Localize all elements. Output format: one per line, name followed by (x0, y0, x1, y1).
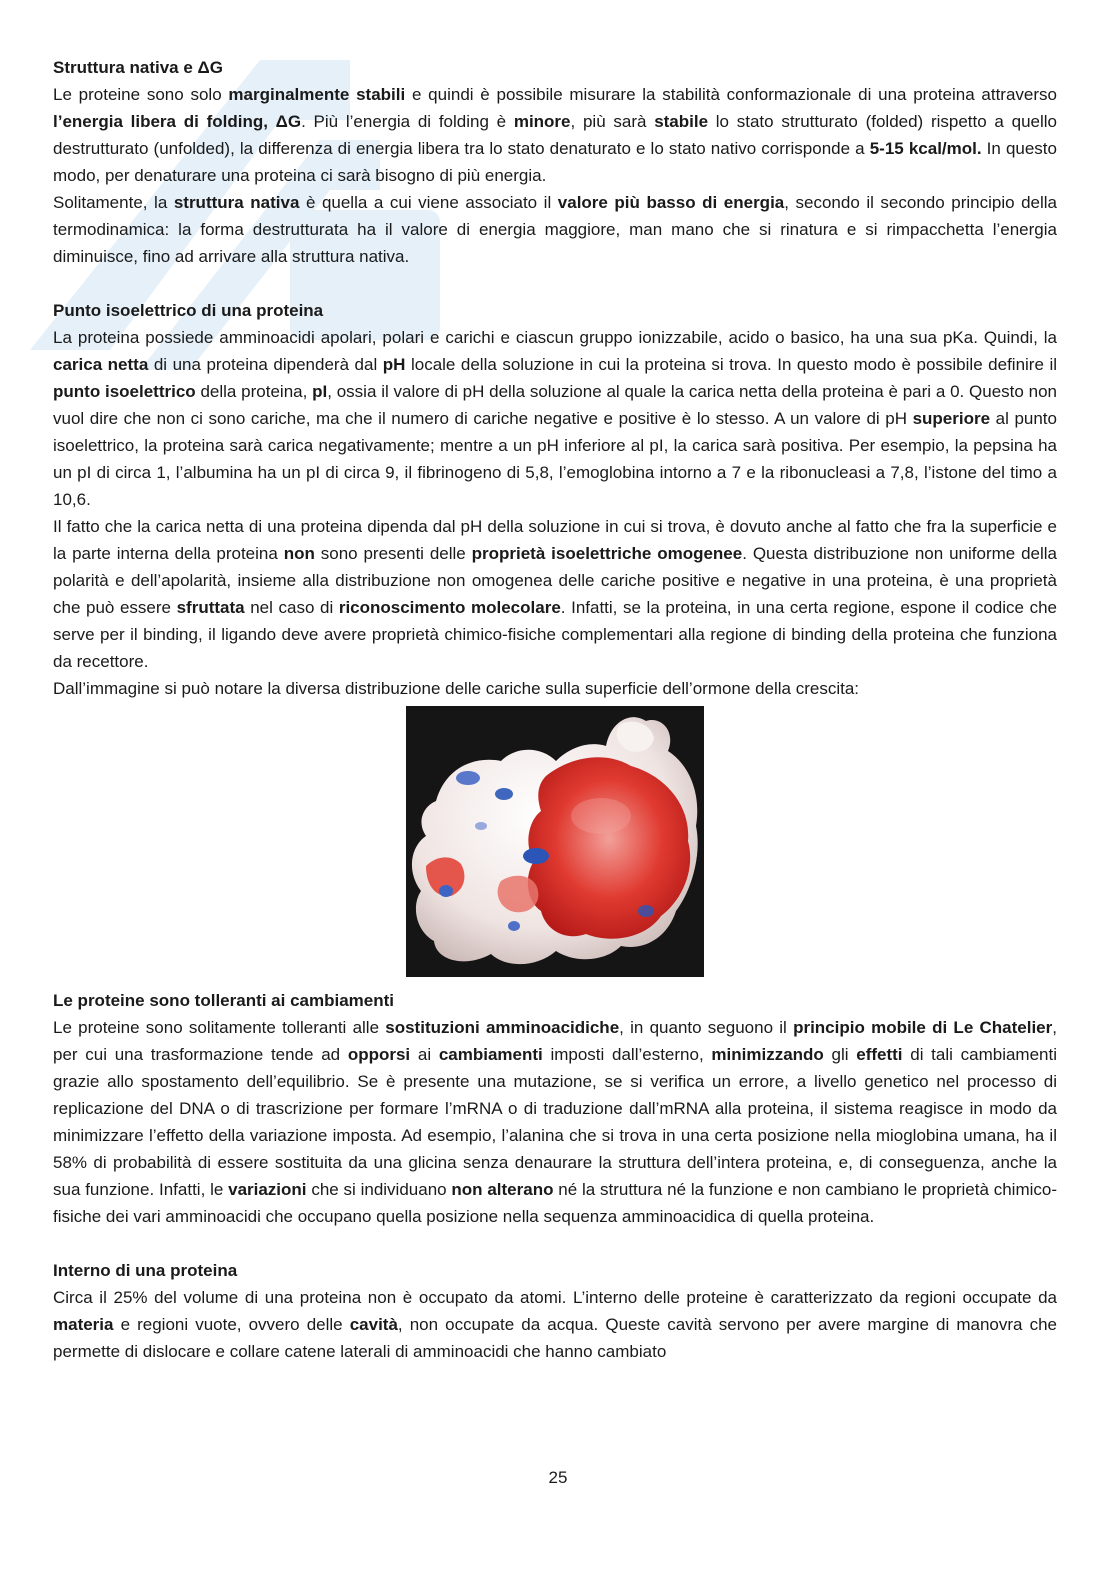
paragraph: La proteina possiede amminoacidi apolari, polari e carichi e ciascun gruppo ionizzabile, acido o basico, ha una sua pKa. Quindi, la carica netta di una proteina dipenderà dal pH locale della soluzione in cui la proteina si trova. In questo modo è possibile definire il punto isoelettrico della proteina, pI, ossia il valore di pH della soluzione al quale la carica netta della proteina è pari a 0. Questo non vuol dire che non ci sono cariche, ma che il numero di cariche negative e positive è lo stesso. A un valore di pH superiore al punto isoelettrico, la proteina sarà carica negativamente; mentre a un pH inferiore al pI, la carica sarà positiva. Per esempio, la pepsina ha un pI di circa 1, l’albumina ha un pI di circa 9, il fibrinogeno di 5,8, l’emoglobina intorno a 7 e la ribonucleasi a 7,8, l’istone del timo a 10,6. (53, 328, 1057, 509)
bold-text: riconoscimento molecolare (338, 598, 561, 617)
paragraph: Le proteine sono solitamente tolleranti alle sostituzioni amminoacidiche, in quanto seguono il principio mobile di Le Chatelier, per cui una trasformazione tende ad opporsi ai cambiamenti imposti dall’esterno, minimizzando gli effetti di tali cambiamenti grazie allo spostamento dell’equilibrio. Se è presente una mutazione, se si verifica un errore, a livello genetico nel processo di replicazione del DNA o di trascrizione per formare l’mRNA o di traduzione dall’mRNA alla proteina, il sistema reagisce in modo da minimizzare l’effetto della variazione imposta. Ad esempio, l’alanina che si trova in una certa posizione nella mioglobina umana, ha il 58% di probabilità di essere sostituita da una glicina senza denaurare la struttura dell’intera proteina, e, di conseguenza, anche la sua funzione. Infatti, le variazioni che si individuano non alterano né la struttura né la funzione e non cambiano le proprietà chimico-fisiche dei vari amminoacidi che occupano quella posizione nella sequenza amminoacidica di quella proteina. (53, 1018, 1057, 1226)
paragraph: Circa il 25% del volume di una proteina non è occupato da atomi. L’interno delle proteine è caratterizzato da regioni occupate da materia e regioni vuote, ovvero delle cavità, non occupate da acqua. Queste cavità servono per avere margine di manovra che permette di dislocare e collare catene laterali di amminoacidi che hanno cambiato (53, 1288, 1057, 1361)
section-heading-interior: Interno di una proteina (53, 1261, 238, 1280)
bold-text: opporsi (347, 1045, 411, 1064)
bold-text: cambiamenti (438, 1045, 543, 1064)
bold-text: superiore (912, 409, 991, 428)
bold-text: minore (513, 112, 571, 131)
section-heading-isoelectric: Punto isoelettrico di una proteina (53, 301, 324, 320)
paragraph: Solitamente, la struttura nativa è quella a cui viene associato il valore più basso di energia, secondo il secondo principio della termodinamica: la forma destrutturata ha il valore di energia maggiore, man mano che si rinatura e si rimpacchetta l’energia diminuisce, fino ad arrivare alla struttura nativa. (53, 193, 1058, 266)
bold-text: materia (53, 1315, 114, 1334)
bold-text: minimizzando (711, 1045, 824, 1064)
section-heading-native: Struttura nativa e ΔG (53, 58, 223, 77)
bold-text: proprietà isoelettriche omogenee (471, 544, 743, 563)
bold-text: effetti (856, 1045, 903, 1064)
bold-text: punto isoelettrico (53, 382, 196, 401)
paragraph: Le proteine sono solo marginalmente stabili e quindi è possibile misurare la stabilità conformazionale di una proteina attraverso l’energia libera di folding, ΔG. Più l’energia di folding è minore, più sarà stabile lo stato strutturato (folded) rispetto a quello destrutturato (unfolded), la differenza di energia libera tra lo stato denaturato e lo stato nativo corrisponde a 5-15 kcal/mol. In questo modo, per denaturare una proteina ci sarà bisogno di più energia. (53, 85, 1057, 185)
bold-text: principio mobile di Le Chatelier (793, 1018, 1053, 1037)
protein-surface-illustration (406, 706, 704, 977)
bold-text: non alterano (451, 1180, 554, 1199)
page-number: 25 (548, 1468, 568, 1487)
paragraph: Il fatto che la carica netta di una proteina dipenda dal pH della soluzione in cui si trova, è dovuto anche al fatto che fra la superficie e la parte interna della proteina non sono presenti delle proprietà isoelettriche omogenee. Questa distribuzione non uniforme della polarità e dell’apolarità, insieme alla distribuzione non omogenea delle cariche positive e negative in una proteina, è una proprietà che può essere sfruttata nel caso di riconoscimento molecolare. Infatti, se la proteina, in una certa regione, espone il codice che serve per il binding, il ligando deve avere proprietà chimico-fisiche complementari alla regione di binding della proteina che funziona da recettore. (53, 517, 1058, 671)
bold-text: 5-15 kcal/mol. (869, 139, 982, 158)
growth-hormone-charge-surface-image (406, 706, 704, 977)
section-heading-tolerant: Le proteine sono tolleranti ai cambiamenti (53, 991, 395, 1010)
bold-text: cavità (349, 1315, 398, 1334)
document-page (53, 54, 1057, 1365)
bold-text: sfruttata (176, 598, 245, 617)
bold-text: pI (312, 382, 328, 401)
bold-text: non (283, 544, 315, 563)
bold-text: marginalmente stabili (228, 85, 406, 104)
paragraph: Dall’immagine si può notare la diversa distribuzione delle cariche sulla superficie dell’ormone della crescita: (53, 679, 860, 698)
bold-text: valore più basso di energia (557, 193, 785, 212)
bold-text: struttura nativa (173, 193, 300, 212)
bold-text: l’energia libera di folding, ΔG (53, 112, 302, 131)
bold-text: stabile (654, 112, 709, 131)
bold-text: sostituzioni amminoacidiche (385, 1018, 620, 1037)
bold-text: carica netta (53, 355, 149, 374)
bold-text: pH (382, 355, 406, 374)
bold-text: variazioni (228, 1180, 307, 1199)
